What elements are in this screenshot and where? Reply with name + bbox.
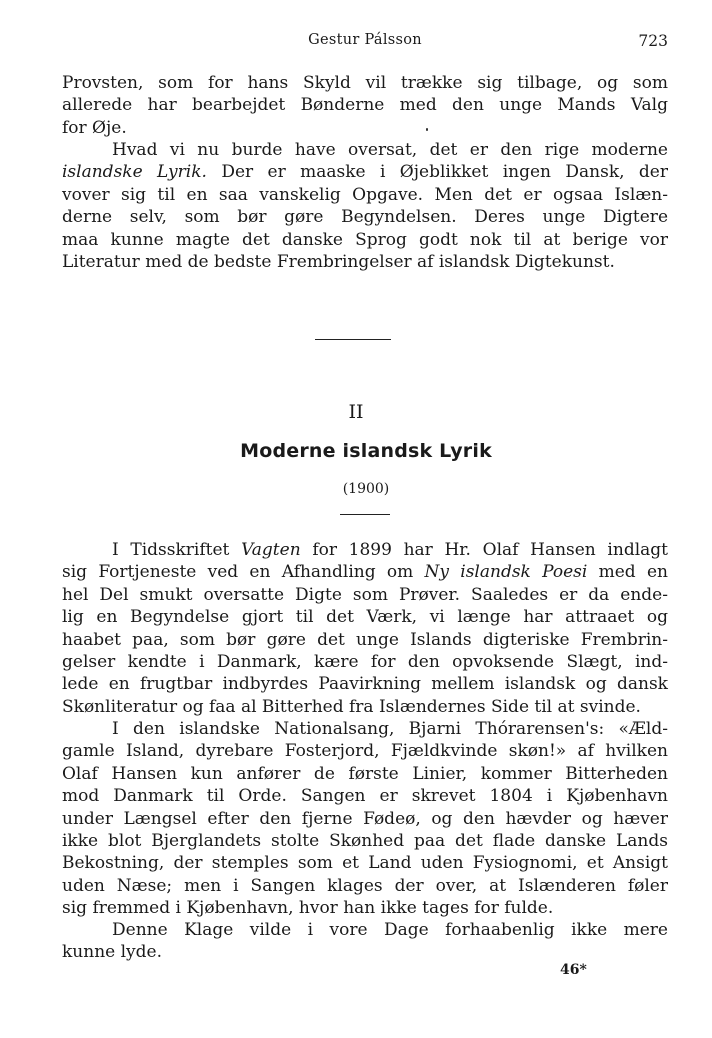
text-line: sig Fortjeneste ved en Afhandling om Ny islandsk Poesi med en — [62, 562, 668, 583]
text-line: gelser kendte i Danmark, kære for den opvoksende Slægt, ind- — [62, 652, 668, 673]
text-line: derne selv, som bør gøre Begyndelsen. Deres unge Digtere — [62, 207, 668, 228]
text-line: sig fremmed i Kjøbenhavn, hvor han ikke tages for fulde. — [62, 898, 554, 919]
text-line: kunne lyde. — [62, 942, 162, 963]
text-line: vover sig til en saa vanskelig Opgave. Men det er ogsaa Islæn- — [62, 184, 668, 205]
text-line: hel Del smukt oversatte Digte som Prøver. Saaledes er da ende- — [62, 584, 668, 605]
paragraph-nationalsang — [62, 718, 668, 920]
text-line: lede en frugtbar indbyrdes Paavirkning mellem islandsk og dansk — [62, 674, 668, 695]
page-number: 723 — [638, 32, 668, 50]
printer-signature-mark: 46* — [560, 962, 587, 978]
text-line: maa kunne magte det danske Sprog godt nok til at berige vor — [62, 229, 668, 250]
paragraph-denne-klage — [62, 919, 668, 964]
italic-phrase: islandske Lyrik. — [62, 162, 207, 183]
text-line: Hvad vi nu burde have oversat, det er den rige moderne — [112, 140, 668, 160]
text-line: Denne Klage vilde i vore Dage forhaabenlig ikke mere — [112, 920, 668, 940]
section-divider-bottom — [340, 514, 390, 515]
text-line: Bekostning, der stemples som et Land uden Fysiognomi, et Ansigt — [62, 853, 668, 874]
text-line: uden Næse; men i Sangen klages der over, at Islænderen føler — [62, 875, 668, 896]
text-line: allerede har bearbejdet Bønderne med den unge Mands Valg — [62, 95, 668, 116]
text-line: mod Danmark til Orde. Sangen er skrevet 1804 i Kjøbenhavn — [62, 786, 668, 807]
text-line: I Tidsskriftet Vagten for 1899 har Hr. Olaf Hansen indlagt — [112, 540, 668, 560]
paragraph-tidsskriftet — [62, 539, 668, 718]
paragraph-hvad-vi — [62, 139, 668, 273]
section-year: (1900) — [342, 481, 390, 497]
section-title: Moderne islandsk Lyrik — [240, 440, 492, 462]
text-line: under Længsel efter den fjerne Fødeø, og den hævder og hæver — [62, 808, 668, 829]
ink-speck — [426, 128, 428, 131]
section-number: II — [348, 401, 364, 423]
text-line: ikke blot Bjerglandets stolte Skønhed paa det flade danske Lands — [62, 831, 668, 852]
text-line: islandske Lyrik. Der er maaske i Øjeblikket ingen Dansk, der — [62, 162, 668, 183]
text-line: for Øje. — [62, 117, 127, 138]
italic-title-vagten: Vagten — [241, 540, 301, 560]
italic-title-ny-islandsk-poesi: Ny islandsk Poesi — [424, 562, 588, 583]
running-title: Gestur Pálsson — [308, 32, 422, 48]
section-divider-top — [315, 339, 391, 340]
text-line: Literatur med de bedste Frembringelser af islandsk Digtekunst. — [62, 252, 615, 273]
text-line: Skønliteratur og faa al Bitterhed fra Islændernes Side til at svinde. — [62, 696, 641, 717]
paragraph-provsten — [62, 72, 668, 139]
text-line: gamle Island, dyrebare Fosterjord, Fjældkvinde skøn!» af hvilken — [62, 741, 668, 762]
text-line: haabet paa, som bør gøre det unge Islands digteriske Frembrin- — [62, 629, 668, 650]
text-line: Olaf Hansen kun anfører de første Linier, kommer Bitterheden — [62, 763, 668, 784]
text-line: Provsten, som for hans Skyld vil trække sig tilbage, og som — [62, 73, 668, 93]
text-line: lig en Begyndelse gjort til det Værk, vi længe har attraaet og — [62, 607, 668, 628]
page-header — [62, 32, 668, 54]
text-line: I den islandske Nationalsang, Bjarni Thórarensen's: «Æld- — [112, 719, 668, 739]
